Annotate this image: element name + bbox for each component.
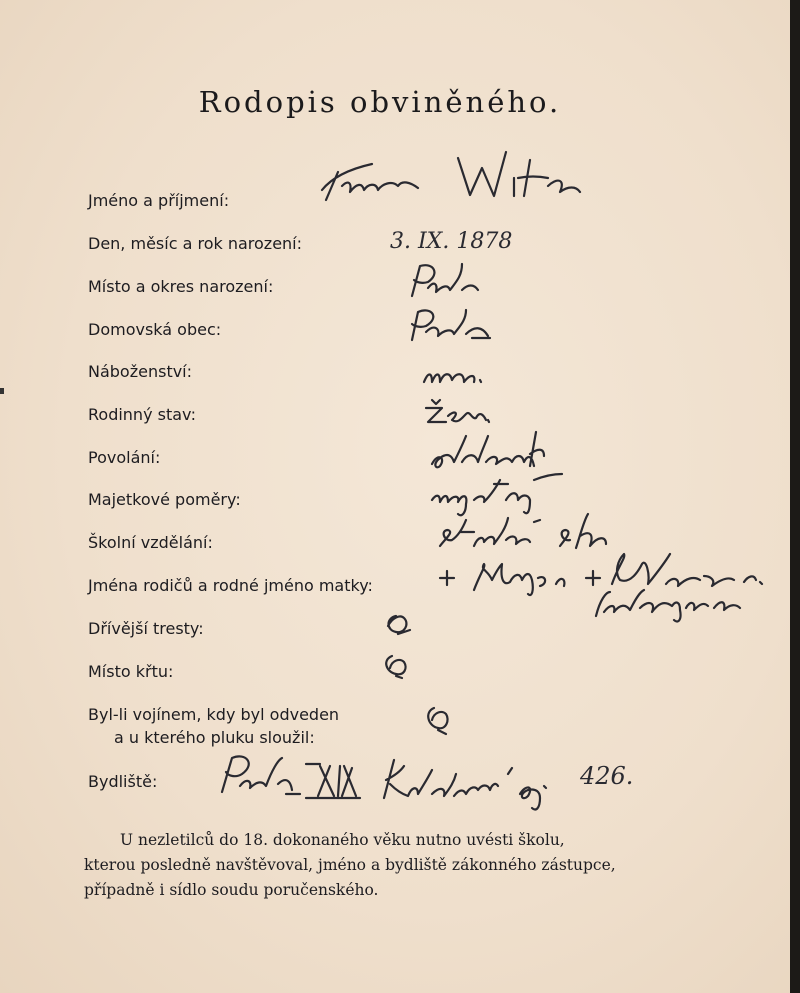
handwriting-religion xyxy=(424,374,481,382)
margin-mark xyxy=(0,388,4,394)
label-birth-date: Den, měsíc a rok narození: xyxy=(88,234,303,253)
house-number-text: 426. xyxy=(580,762,634,790)
handwriting-marital-status xyxy=(426,400,489,422)
handwriting-home-municipality xyxy=(412,310,490,340)
label-baptism-place: Místo křtu: xyxy=(88,662,174,681)
handwriting-parents xyxy=(440,554,762,622)
handwriting-birth-date xyxy=(390,229,512,254)
handwriting-baptism-place xyxy=(386,656,405,678)
label-previous-sentences: Dřívější tresty: xyxy=(88,619,204,638)
label-occupation: Povolání: xyxy=(88,448,161,467)
birth-date-text: 3. IX. 1878 xyxy=(390,229,513,254)
label-home-municipality: Domovská obec: xyxy=(88,320,222,339)
scan-edge xyxy=(790,0,800,993)
handwriting-residence xyxy=(222,756,633,809)
handwriting-name xyxy=(322,152,580,200)
handwriting-property xyxy=(432,474,562,515)
handwriting-birth-place xyxy=(412,264,478,296)
label-education: Školní vzdělání: xyxy=(88,533,213,552)
label-marital-status: Rodinný stav: xyxy=(88,405,197,424)
label-residence: Bydliště: xyxy=(88,772,158,791)
handwriting-education xyxy=(440,514,606,548)
label-property: Majetkové poměry: xyxy=(88,490,241,509)
handwriting-previous-sentences xyxy=(388,616,410,634)
note-line-3: případně i sídlo soudu poručenského. xyxy=(84,881,379,899)
label-parents: Jména rodičů a rodné jméno matky: xyxy=(88,576,373,595)
label-religion: Náboženství: xyxy=(88,362,193,381)
form-title: Rodopis obviněného. xyxy=(198,85,562,119)
label-name: Jméno a příjmení: xyxy=(88,191,230,210)
handwriting-occupation xyxy=(432,432,544,467)
label-birth-place: Místo a okres narození: xyxy=(88,277,274,296)
handwriting-military xyxy=(428,708,447,734)
note-line-2: kterou posledně navštěvoval, jméno a bydliště zákonného zástupce, xyxy=(84,856,616,874)
label-military-line1: Byl-li vojínem, kdy byl odveden xyxy=(88,705,340,724)
label-military-line2: a u kterého pluku sloužil: xyxy=(114,728,315,747)
note-line-1: U nezletilců do 18. dokonaného věku nutno uvésti školu, xyxy=(120,831,565,849)
